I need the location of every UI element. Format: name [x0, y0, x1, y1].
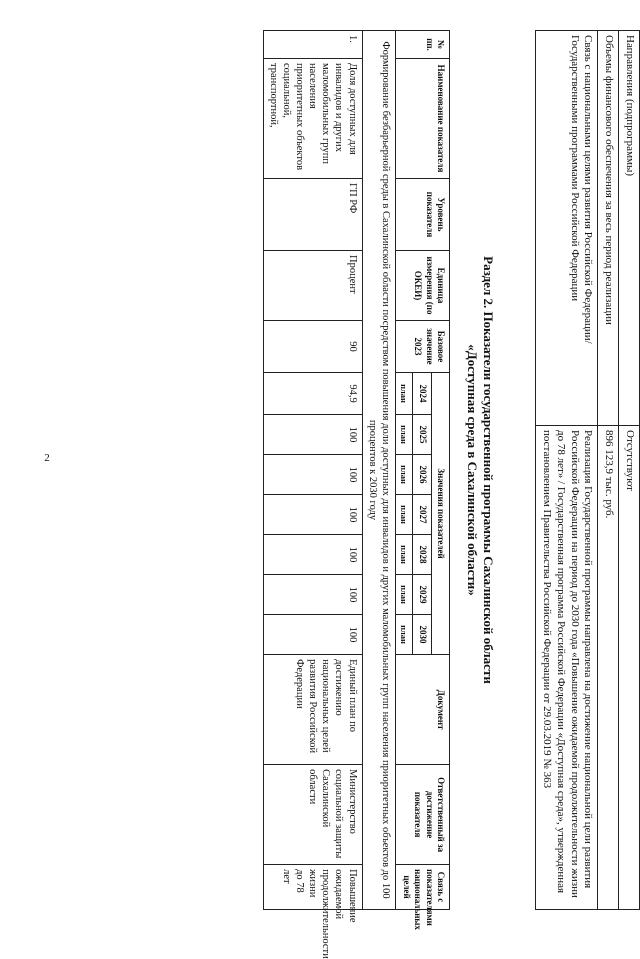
- section-title-block: [464, 30, 497, 910]
- row-unit: Процент: [263, 251, 362, 321]
- indicators-table: [263, 30, 450, 910]
- info-row: [619, 31, 640, 910]
- header-values: Значения показателей: [431, 373, 449, 655]
- year-header: 2024: [413, 373, 431, 415]
- row-link: Повышение ожидаемой продолжительности жизни до 78 лет: [263, 865, 362, 910]
- row-value: 94,9: [263, 373, 362, 415]
- plan-label: план: [395, 415, 413, 455]
- row-num: 1.: [263, 31, 362, 59]
- year-header: 2025: [413, 415, 431, 455]
- row-name: Доля доступных для инвалидов и других маломобильных групп населения приоритетных объектов социальной, транспортной,: [263, 59, 362, 179]
- row-doc: Единый план по достижению национальных целей развития Российской Федерации: [263, 655, 362, 765]
- year-header: 2026: [413, 455, 431, 495]
- header-name: Наименование показателя: [395, 59, 449, 179]
- goal-text: Формирование безбарьерной среды в Сахалинской области посредством повышения доли доступных для инвалидов и других маломобильных групп населения приоритетных объектов до 100 процентов к 2030 году: [362, 31, 395, 910]
- info-row: [598, 31, 619, 910]
- year-header: 2028: [413, 535, 431, 575]
- header-resp: Ответственный за достижение показателя: [395, 765, 449, 865]
- row-value: 100: [263, 495, 362, 535]
- row-value: 100: [263, 615, 362, 655]
- info-label: Направления (подпрограммы): [619, 31, 640, 426]
- rotated-content: [60, 30, 640, 910]
- section-title: Раздел 2. Показатели государственной программы Сахалинской области: [480, 30, 496, 910]
- row-value: 100: [263, 415, 362, 455]
- header-unit: Единица измерения (по ОКЕИ): [395, 251, 449, 321]
- header-base: Базовое значение 2023: [395, 321, 449, 373]
- year-header: 2027: [413, 495, 431, 535]
- plan-label: план: [395, 495, 413, 535]
- plan-label: план: [395, 615, 413, 655]
- header-num: № пп.: [395, 31, 449, 59]
- goal-row: [362, 31, 395, 910]
- info-value: Реализация Государственной программы направлена на достижение национальной цели развития Российской Федерации на период до 2030 года «Повышение ожидаемой продолжительности жизни до 78 лет» / Государственная программа Российской Федерации «Доступная среда», утвержденная постановлением Правительства Российской Федерации от 29.03.2019 № 363: [536, 426, 598, 910]
- row-value: 100: [263, 575, 362, 615]
- row-level: ГП РФ: [263, 179, 362, 251]
- row-base: 90: [263, 321, 362, 373]
- year-header: 2030: [413, 615, 431, 655]
- info-label: Связь с национальными целями развития Российской Федерации/Государственными программами Российской Федерации: [536, 31, 598, 426]
- row-resp: Министерство социальной защиты Сахалинской области: [263, 765, 362, 865]
- info-row: [536, 31, 598, 910]
- plan-label: план: [395, 455, 413, 495]
- plan-label: план: [395, 373, 413, 415]
- header-doc: Документ: [395, 655, 449, 765]
- plan-label: план: [395, 575, 413, 615]
- row-value: 100: [263, 455, 362, 495]
- info-label: Объемы финансового обеспечения за весь период реализации: [598, 31, 619, 426]
- table-header-row: [431, 31, 449, 910]
- info-value: 896 123,9 тыс. руб.: [598, 426, 619, 910]
- section-subtitle: «Доступная среда в Сахалинской области»: [464, 30, 480, 910]
- info-value: Отсутствуют: [619, 426, 640, 910]
- table-row: [263, 31, 362, 910]
- page-number: 2: [40, 452, 54, 464]
- header-link: Связь с показателями национальных целей: [395, 865, 449, 910]
- row-value: 100: [263, 535, 362, 575]
- year-header: 2029: [413, 575, 431, 615]
- plan-label: план: [395, 535, 413, 575]
- header-level: Уровень показателя: [395, 179, 449, 251]
- info-table: [536, 30, 640, 910]
